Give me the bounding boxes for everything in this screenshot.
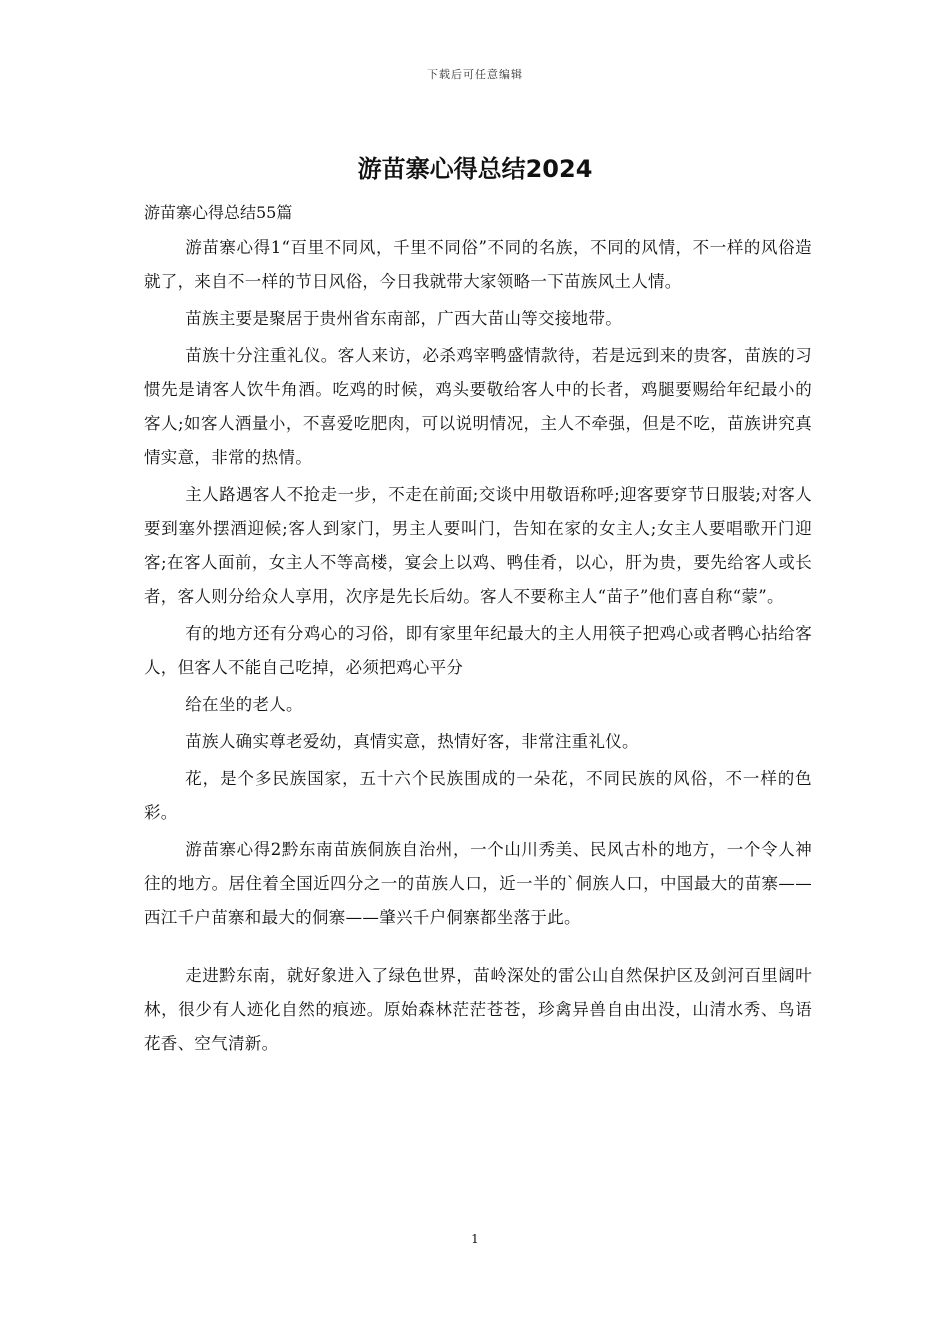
paragraph: 游苗寨心得1“百里不同风，千里不同俗”不同的名族，不同的风情，不一样的风俗造就了，来自不一样的节日风俗，今日我就带大家领略一下苗族风土人情。 <box>144 238 812 291</box>
paragraph: 花，是个多民族国家，五十六个民族围成的一朵花，不同民族的风俗，不一样的色彩。 <box>144 769 812 822</box>
paragraph: 走进黔东南，就好象进入了绿色世界，苗岭深处的雷公山自然保护区及剑河百里阔叶林，很少有人迹化自然的痕迹。原始森林茫茫苍苍，珍禽异兽自由出没，山清水秀、鸟语花香、空气清新。 <box>144 966 812 1053</box>
paragraph: 苗族主要是聚居于贵州省东南部，广西大苗山等交接地带。 <box>185 309 623 328</box>
paragraph: 游苗寨心得2黔东南苗族侗族自治州，一个山川秀美、民风古朴的地方，一个令人神往的地方。居住着全国近四分之一的苗族人口，近一半的`侗族人口，中国最大的苗寨——西江千户苗寨和最大的侗寨——肇兴千户侗寨都坐落于此。 <box>144 840 812 927</box>
document-title: 游苗寨心得总结2024 <box>357 155 593 183</box>
paragraph: 苗族人确实尊老爱幼，真情实意，热情好客，非常注重礼仪。 <box>185 732 639 751</box>
page-number: 1 <box>471 1232 479 1246</box>
header-note: 下载后可任意编辑 <box>427 68 523 81</box>
paragraph: 主人路遇客人不抢走一步，不走在前面;交谈中用敬语称呼;迎客要穿节日服装;对客人要到塞外摆酒迎候;客人到家门，男主人要叫门，告知在家的女主人;女主人要唱歌开门迎客;在客人面前，女主人不等高楼，宴会上以鸡、鸭佳肴，以心，肝为贵，要先给客人或长者，客人则分给众人享用，次序是先长后幼。客人不要称主人“苗子”他们喜自称“蒙”。 <box>144 485 812 606</box>
paragraph: 苗族十分注重礼仪。客人来访，必杀鸡宰鸭盛情款待，若是远到来的贵客，苗族的习惯先是请客人饮牛角酒。吃鸡的时候，鸡头要敬给客人中的长者，鸡腿要赐给年纪最小的客人;如客人酒量小，不喜爱吃肥肉，可以说明情况，主人不牵强，但是不吃，苗族讲究真情实意，非常的热情。 <box>144 346 812 467</box>
document-subtitle: 游苗寨心得总结55篇 <box>144 203 293 222</box>
paragraph: 给在坐的老人。 <box>185 695 303 714</box>
paragraph: 有的地方还有分鸡心的习俗，即有家里年纪最大的主人用筷子把鸡心或者鸭心拈给客人，但客人不能自己吃掉，必须把鸡心平分 <box>144 624 812 677</box>
document-body <box>144 231 812 1064</box>
